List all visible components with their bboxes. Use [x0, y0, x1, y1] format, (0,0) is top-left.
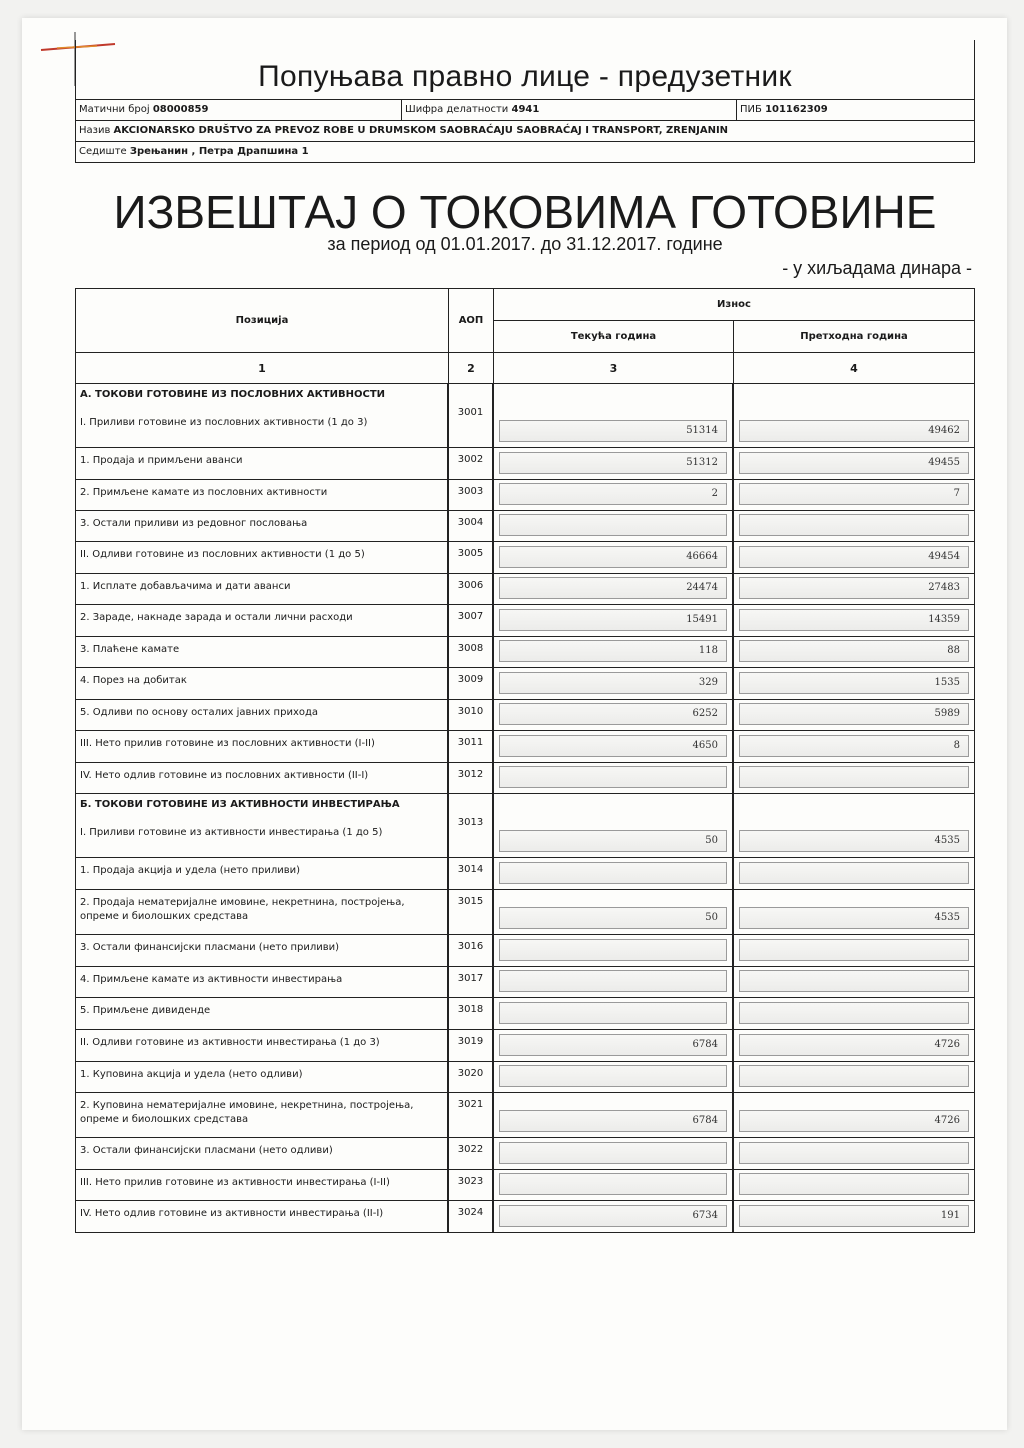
current-year-cell [493, 636, 733, 668]
previous-year-value[interactable] [739, 862, 969, 884]
company-name: AKCIONARSKO DRUŠTVO ZA PREVOZ ROBE U DRUMSKOM SAOBRAĆAJU SAOBRAĆAJ I TRANSPORT, ZRENJANIN [113, 125, 729, 136]
row-label: 4. Порез на добитак [80, 675, 187, 686]
row-position [75, 699, 448, 731]
row-aop: 3023 [448, 1169, 493, 1201]
current-year-value[interactable] [499, 1142, 727, 1164]
table-row [75, 510, 975, 542]
current-year-value[interactable]: 51314 [499, 420, 727, 442]
row-label: IV. Нето одлив готовине из пословних активности (II-I) [80, 770, 369, 781]
id-row [75, 99, 975, 121]
table-row [75, 1029, 975, 1062]
unit-note: - у хиљадама динара - [782, 258, 972, 278]
row-position [75, 1169, 448, 1201]
row-aop: 3014 [448, 857, 493, 890]
previous-year-cell [733, 447, 975, 480]
previous-year-value[interactable] [739, 1142, 969, 1164]
row-label: 3. Остали приливи из редовног пословања [80, 518, 308, 529]
current-year-cell [493, 510, 733, 542]
row-position [75, 730, 448, 763]
report-title: ИЗВЕШТАЈ О ТОКОВИМА ГОТОВИНЕ [113, 186, 937, 238]
previous-year-value[interactable]: 8 [739, 735, 969, 757]
previous-year-cell [733, 1169, 975, 1201]
activity-label: Шифра делатности [405, 104, 509, 115]
row-aop: 3007 [448, 604, 493, 637]
previous-year-value[interactable]: 4535 [739, 830, 969, 852]
previous-year-cell [733, 667, 975, 700]
table-row [75, 1092, 975, 1138]
mb-cell [76, 100, 401, 120]
previous-year-value[interactable] [739, 1173, 969, 1195]
row-label: III. Нето прилив готовине из пословних активности (I-II) [80, 738, 375, 749]
current-year-cell [493, 604, 733, 637]
previous-year-cell [733, 479, 975, 511]
row-label: II. Одливи готовине из активности инвестирања (1 до 3) [80, 1037, 380, 1048]
row-position [75, 604, 448, 637]
row-position [75, 573, 448, 605]
row-label: 5. Примљене дивиденде [80, 1005, 211, 1016]
current-year-value[interactable]: 46664 [499, 546, 727, 568]
previous-year-cell [733, 1200, 975, 1233]
col-aop-header: АОП [448, 288, 494, 353]
current-year-cell [493, 541, 733, 574]
row-label: 3. Остали финансијски пласмани (нето одливи) [80, 1145, 333, 1156]
seat-value: Зрењанин , Петра Драпшина 1 [129, 146, 309, 157]
table-row [75, 383, 975, 448]
table-row [75, 447, 975, 480]
row-label: 1. Продаја акција и удела (нето приливи) [80, 865, 301, 876]
col-current-header: Текућа година [493, 320, 734, 353]
previous-year-value[interactable]: 88 [739, 640, 969, 662]
row-position [75, 934, 448, 967]
current-year-cell [493, 1200, 733, 1233]
section-heading: Б. ТОКОВИ ГОТОВИНЕ ИЗ АКТИВНОСТИ ИНВЕСТИРАЊА [80, 799, 400, 810]
table-row [75, 479, 975, 511]
mb-label: Матични број [79, 104, 150, 115]
current-year-cell [493, 793, 733, 858]
row-label: I. Приливи готовине из активности инвестирања (1 до 5) [80, 827, 383, 838]
row-aop: 3017 [448, 966, 493, 998]
row-label: 1. Продаја и примљени аванси [80, 455, 243, 466]
previous-year-cell [733, 604, 975, 637]
row-position [75, 793, 448, 858]
previous-year-cell [733, 966, 975, 998]
row-aop: 3008 [448, 636, 493, 668]
current-year-cell [493, 1061, 733, 1093]
row-aop: 3024 [448, 1200, 493, 1233]
row-aop: 3020 [448, 1061, 493, 1093]
previous-year-value[interactable] [739, 970, 969, 992]
previous-year-value[interactable] [739, 939, 969, 961]
previous-year-value[interactable]: 4726 [739, 1034, 969, 1056]
previous-year-value[interactable]: 49454 [739, 546, 969, 568]
current-year-cell [493, 889, 733, 935]
row-position [75, 966, 448, 998]
table-row [75, 1137, 975, 1170]
row-label: I. Приливи готовине из пословних активности (1 до 3) [80, 417, 368, 428]
pib-value: 101162309 [765, 104, 828, 115]
previous-year-cell [733, 730, 975, 763]
previous-year-value[interactable]: 49462 [739, 420, 969, 442]
previous-year-cell [733, 573, 975, 605]
row-aop: 3002 [448, 447, 493, 480]
row-aop: 3001 [448, 383, 493, 448]
row-position [75, 1137, 448, 1170]
row-position [75, 447, 448, 480]
previous-year-cell [733, 1137, 975, 1170]
current-year-cell [493, 730, 733, 763]
row-label: IV. Нето одлив готовине из активности инвестирања (II-I) [80, 1208, 384, 1219]
row-label: 2. Примљене камате из пословних активности [80, 487, 328, 498]
current-year-value[interactable] [499, 1065, 727, 1087]
previous-year-value[interactable]: 14359 [739, 609, 969, 631]
row-position [75, 762, 448, 794]
prepared-by-title: Попуњава правно лице - предузетник [258, 60, 792, 93]
current-year-value[interactable]: 2 [499, 483, 727, 505]
current-year-value[interactable]: 15491 [499, 609, 727, 631]
row-aop: 3004 [448, 510, 493, 542]
pib-cell [736, 100, 974, 120]
table-row [75, 1200, 975, 1233]
current-year-value[interactable] [499, 862, 727, 884]
previous-year-cell [733, 383, 975, 448]
previous-year-value[interactable] [739, 1065, 969, 1087]
current-year-value[interactable]: 6734 [499, 1205, 727, 1227]
current-year-value[interactable] [499, 970, 727, 992]
row-position [75, 383, 448, 448]
previous-year-value[interactable]: 1535 [739, 672, 969, 694]
previous-year-value[interactable] [739, 514, 969, 536]
row-position [75, 857, 448, 890]
table-row [75, 604, 975, 637]
col-amount-header: Износ [493, 288, 975, 321]
seat-row [75, 141, 975, 163]
current-year-cell [493, 762, 733, 794]
col-number-3: 3 [493, 352, 734, 384]
previous-year-value[interactable] [739, 1002, 969, 1024]
col-previous-header: Претходна година [733, 320, 975, 353]
current-year-value[interactable] [499, 1002, 727, 1024]
previous-year-cell [733, 541, 975, 574]
previous-year-value[interactable]: 27483 [739, 577, 969, 599]
pib-label: ПИБ [740, 104, 762, 115]
previous-year-value[interactable] [739, 766, 969, 788]
mb-value: 08000859 [152, 104, 209, 115]
previous-year-value[interactable]: 191 [739, 1205, 969, 1227]
row-aop: 3009 [448, 667, 493, 700]
table-row [75, 699, 975, 731]
table-row [75, 793, 975, 858]
table-row [75, 857, 975, 890]
previous-year-cell [733, 1092, 975, 1138]
row-position [75, 889, 448, 935]
row-label: III. Нето прилив готовине из активности инвестирања (I-II) [80, 1177, 390, 1188]
row-label: 2. Куповина нематеријалне имовине, некретнина, постројења, опреме и биолошких средстава [80, 1100, 414, 1125]
seat-label: Седиште [79, 146, 127, 157]
row-label: 3. Плаћене камате [80, 644, 180, 655]
row-aop: 3012 [448, 762, 493, 794]
current-year-value[interactable]: 50 [499, 907, 727, 929]
current-year-cell [493, 573, 733, 605]
previous-year-value[interactable]: 49455 [739, 452, 969, 474]
table-row [75, 889, 975, 935]
table-row [75, 762, 975, 794]
current-year-cell [493, 934, 733, 967]
row-aop: 3011 [448, 730, 493, 763]
previous-year-cell [733, 857, 975, 890]
row-aop: 3003 [448, 479, 493, 511]
row-aop: 3006 [448, 573, 493, 605]
table-row [75, 966, 975, 998]
row-label: 5. Одливи по основу осталих јавних прихода [80, 707, 319, 718]
previous-year-cell [733, 997, 975, 1030]
current-year-value[interactable]: 6252 [499, 703, 727, 725]
current-year-value[interactable]: 118 [499, 640, 727, 662]
current-year-value[interactable]: 50 [499, 830, 727, 852]
current-year-cell [493, 857, 733, 890]
col-number-1: 1 [75, 352, 449, 384]
row-position [75, 510, 448, 542]
row-aop: 3013 [448, 793, 493, 858]
row-position [75, 997, 448, 1030]
current-year-value[interactable]: 329 [499, 672, 727, 694]
previous-year-cell [733, 636, 975, 668]
previous-year-cell [733, 762, 975, 794]
table-row [75, 667, 975, 700]
previous-year-cell [733, 1061, 975, 1093]
table-row [75, 934, 975, 967]
current-year-cell [493, 1092, 733, 1138]
previous-year-cell [733, 510, 975, 542]
row-position [75, 1061, 448, 1093]
table-row [75, 541, 975, 574]
report-period: за период од 01.01.2017. до 31.12.2017. године [327, 234, 723, 254]
previous-year-cell [733, 699, 975, 731]
table-row [75, 1169, 975, 1201]
current-year-value[interactable]: 24474 [499, 577, 727, 599]
current-year-value[interactable] [499, 1173, 727, 1195]
row-position [75, 667, 448, 700]
current-year-cell [493, 1029, 733, 1062]
col-number-4: 4 [733, 352, 975, 384]
col-number-2: 2 [448, 352, 494, 384]
table-row [75, 573, 975, 605]
name-label: Назив [79, 125, 111, 136]
current-year-cell [493, 1137, 733, 1170]
current-year-value[interactable] [499, 939, 727, 961]
row-label: II. Одливи готовине из пословних активности (1 до 5) [80, 549, 365, 560]
table-row [75, 997, 975, 1030]
row-position [75, 1200, 448, 1233]
current-year-cell [493, 699, 733, 731]
row-aop: 3010 [448, 699, 493, 731]
current-year-cell [493, 447, 733, 480]
row-position [75, 1029, 448, 1062]
current-year-cell [493, 667, 733, 700]
previous-year-value[interactable]: 4535 [739, 907, 969, 929]
row-position [75, 636, 448, 668]
activity-cell [401, 100, 736, 120]
row-label: 4. Примљене камате из активности инвестирања [80, 974, 343, 985]
table-row [75, 730, 975, 763]
row-aop: 3015 [448, 889, 493, 935]
row-position [75, 541, 448, 574]
previous-year-cell [733, 889, 975, 935]
previous-year-cell [733, 934, 975, 967]
current-year-value[interactable]: 4650 [499, 735, 727, 757]
row-aop: 3022 [448, 1137, 493, 1170]
row-label: 1. Куповина акција и удела (нето одливи) [80, 1069, 303, 1080]
table-row [75, 636, 975, 668]
previous-year-value[interactable]: 7 [739, 483, 969, 505]
current-year-value[interactable] [499, 766, 727, 788]
current-year-value[interactable]: 6784 [499, 1034, 727, 1056]
row-aop: 3021 [448, 1092, 493, 1138]
previous-year-value[interactable]: 4726 [739, 1110, 969, 1132]
row-label: 3. Остали финансијски пласмани (нето приливи) [80, 942, 340, 953]
row-position [75, 479, 448, 511]
row-aop: 3018 [448, 997, 493, 1030]
previous-year-cell [733, 1029, 975, 1062]
current-year-value[interactable]: 6784 [499, 1110, 727, 1132]
current-year-value[interactable]: 51312 [499, 452, 727, 474]
previous-year-cell [733, 793, 975, 858]
row-aop: 3019 [448, 1029, 493, 1062]
row-label: 2. Зараде, накнаде зарада и остали лични расходи [80, 612, 353, 623]
current-year-cell [493, 1169, 733, 1201]
current-year-cell [493, 997, 733, 1030]
col-position-header: Позиција [75, 288, 449, 353]
previous-year-value[interactable]: 5989 [739, 703, 969, 725]
current-year-cell [493, 966, 733, 998]
row-position [75, 1092, 448, 1138]
current-year-cell [493, 383, 733, 448]
table-row [75, 1061, 975, 1093]
current-year-value[interactable] [499, 514, 727, 536]
current-year-cell [493, 479, 733, 511]
section-heading: А. ТОКОВИ ГОТОВИНЕ ИЗ ПОСЛОВНИХ АКТИВНОСТИ [80, 389, 386, 400]
row-aop: 3005 [448, 541, 493, 574]
activity-value: 4941 [511, 104, 540, 115]
row-aop: 3016 [448, 934, 493, 967]
row-label: 2. Продаја нематеријалне имовине, некретнина, постројења, опреме и биолошких средстава [80, 897, 405, 922]
row-label: 1. Исплате добављачима и дати аванси [80, 581, 291, 592]
company-name-row [75, 120, 975, 142]
